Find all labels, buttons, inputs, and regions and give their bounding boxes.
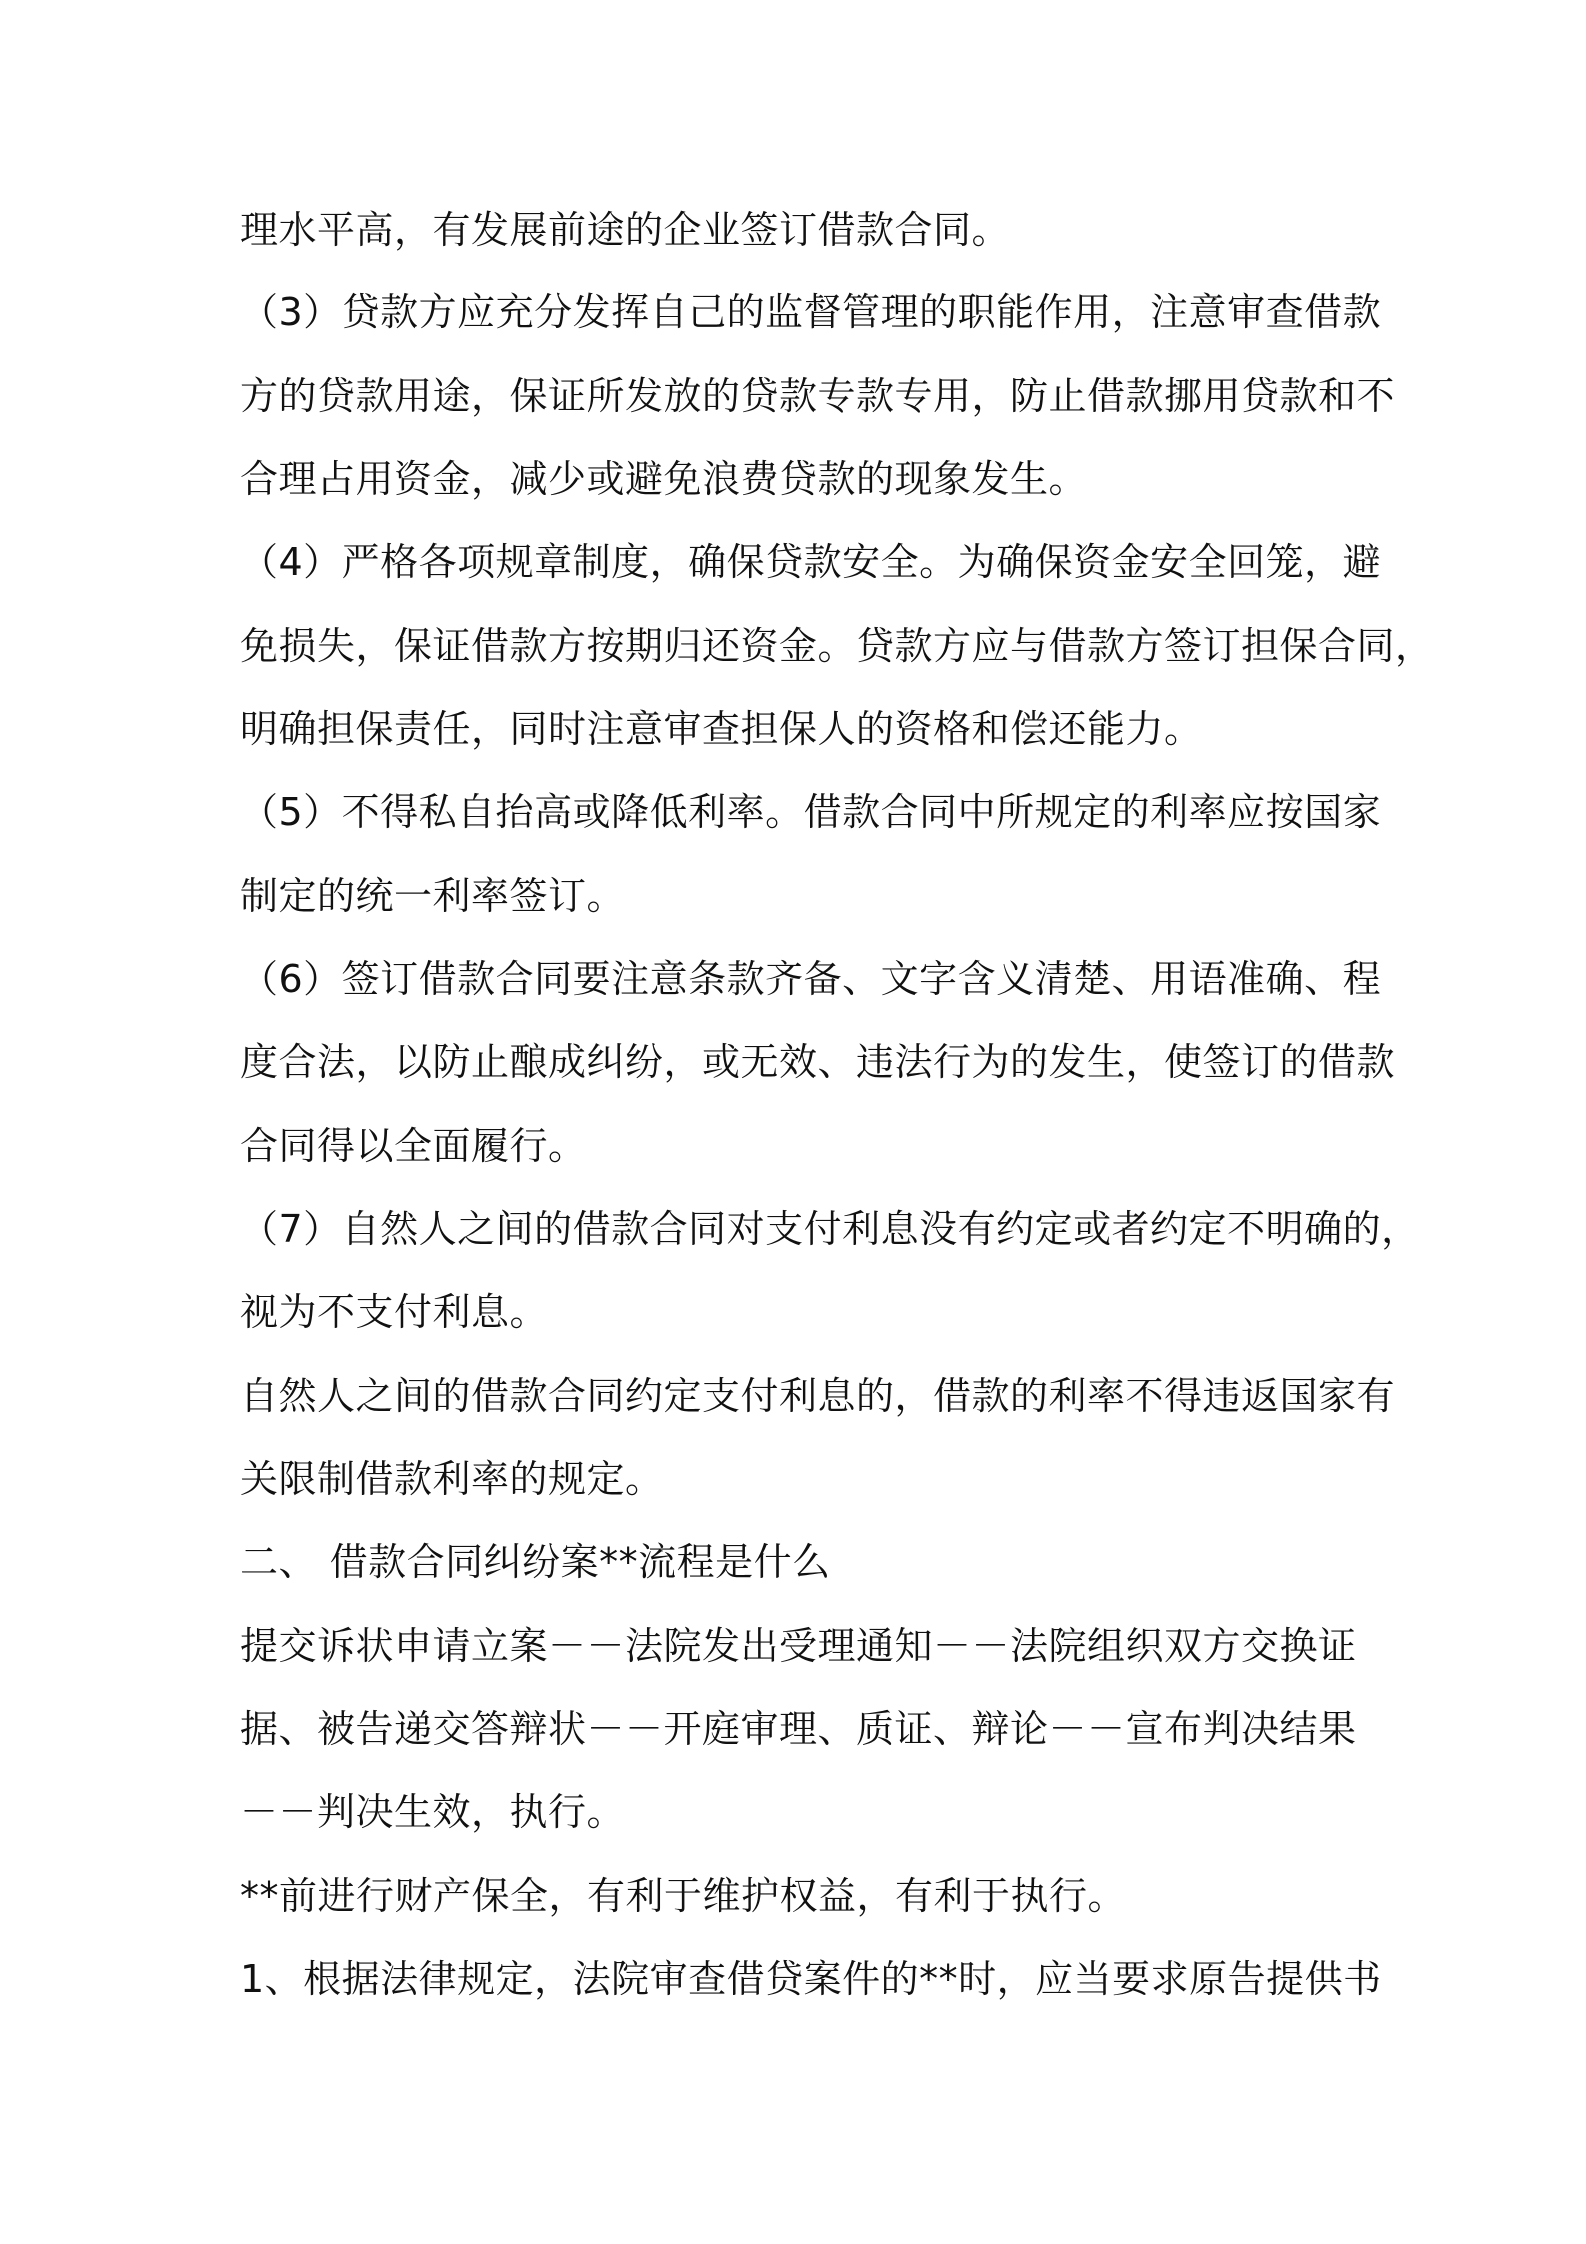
text-line-19: 据、被告递交答辩状－－开庭审理、质证、辩论－－宣布判决结果 (240, 1707, 1357, 1751)
text-line-2: （3）贷款方应充分发挥自己的监督管理的职能作用，注意审查借款 (240, 290, 1382, 334)
text-line-15: 自然人之间的借款合同约定支付利息的，借款的利率不得违返国家有 (240, 1374, 1396, 1418)
text-line-21: **前进行财产保全，有利于维护权益，有利于执行。 (240, 1874, 1127, 1918)
text-line-1: 理水平高，有发展前途的企业签订借款合同。 (240, 208, 1011, 252)
text-line-5: （4）严格各项规章制度，确保贷款安全。为确保资金安全回笼，避 (240, 540, 1382, 584)
text-line-18: 提交诉状申请立案－－法院发出受理通知－－法院组织双方交换证 (240, 1624, 1357, 1668)
text-line-9: 制定的统一利率签订。 (240, 874, 626, 918)
text-line-20: －－判决生效，执行。 (240, 1790, 626, 1834)
section-heading: 二、 借款合同纠纷案**流程是什么 (240, 1540, 831, 1584)
text-line-6: 免损失，保证借款方按期归还资金。贷款方应与借款方签订担保合同， (240, 624, 1434, 668)
text-line-12: 合同得以全面履行。 (240, 1124, 587, 1168)
text-line-7: 明确担保责任，同时注意审查担保人的资格和偿还能力。 (240, 707, 1203, 751)
text-line-8: （5）不得私自抬高或降低利率。借款合同中所规定的利率应按国家 (240, 790, 1382, 834)
text-line-16: 关限制借款利率的规定。 (240, 1457, 664, 1501)
text-line-11: 度合法，以防止酿成纠纷，或无效、违法行为的发生，使签订的借款 (240, 1040, 1396, 1084)
text-line-13: （7）自然人之间的借款合同对支付利息没有约定或者约定不明确的， (240, 1207, 1420, 1251)
text-line-22: 1、根据法律规定，法院审查借贷案件的**时，应当要求原告提供书 (240, 1957, 1382, 2001)
text-line-3: 方的贷款用途，保证所发放的贷款专款专用，防止借款挪用贷款和不 (240, 374, 1396, 418)
text-line-10: （6）签订借款合同要注意条款齐备、文字含义清楚、用语准确、程 (240, 957, 1382, 1001)
text-line-4: 合理占用资金，减少或避免浪费贷款的现象发生。 (240, 457, 1088, 501)
text-line-14: 视为不支付利息。 (240, 1290, 549, 1334)
